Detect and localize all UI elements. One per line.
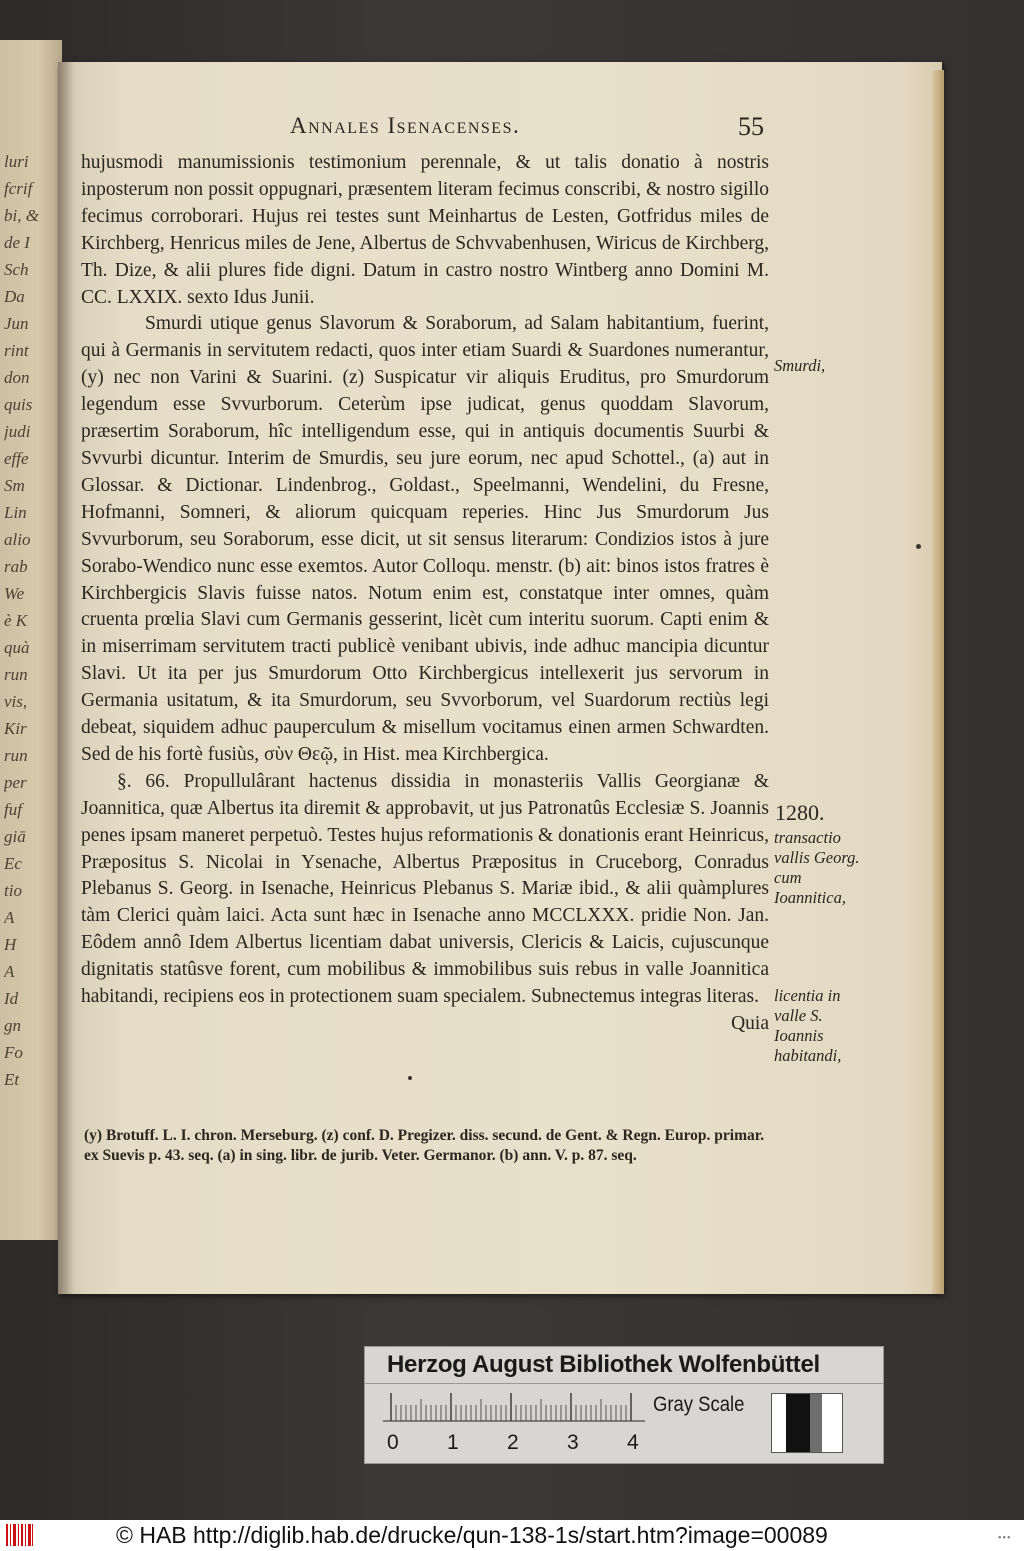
swatch-white bbox=[772, 1394, 786, 1452]
previous-page-fragment: Sm bbox=[4, 476, 25, 495]
previous-page-fragment: Sch bbox=[4, 260, 29, 279]
previous-page-edge bbox=[0, 40, 62, 1240]
previous-page-fragment: effe bbox=[4, 449, 29, 468]
page-edge bbox=[932, 70, 944, 1294]
running-head: Annales Isenacenses. bbox=[290, 113, 521, 138]
previous-page-fragment: de I bbox=[4, 233, 30, 252]
ink-speck bbox=[408, 1076, 412, 1080]
previous-page-fragment: tio bbox=[4, 881, 22, 900]
ruler-label: 3 bbox=[567, 1431, 579, 1454]
swatch-black bbox=[786, 1394, 810, 1452]
previous-page-fragment: A bbox=[4, 908, 15, 927]
swatch-white bbox=[822, 1394, 842, 1452]
margin-note-smurdi: Smurdi, bbox=[774, 356, 826, 375]
page-body bbox=[81, 150, 769, 1038]
previous-page-fragment: vis, bbox=[4, 692, 28, 711]
margin-note-licentia: licentia in valle S. Ioannis habitandi, bbox=[774, 986, 842, 1065]
ruler-label: 2 bbox=[507, 1431, 519, 1454]
previous-page-fragment: per bbox=[4, 773, 27, 792]
catchword: Quia bbox=[731, 1013, 769, 1034]
previous-page-fragment: bi, & bbox=[4, 206, 39, 225]
gray-scale-swatches bbox=[771, 1393, 843, 1453]
margin-note-transactio: transactio vallis Georg. cum Ioannitica, bbox=[774, 828, 860, 907]
previous-page-fragment: A bbox=[4, 962, 15, 981]
more-icon[interactable]: ••• bbox=[998, 1533, 1012, 1544]
previous-page-fragment: Fo bbox=[4, 1043, 23, 1062]
previous-page-fragment: fuf bbox=[4, 800, 22, 819]
previous-page-fragment: Lin bbox=[4, 503, 27, 522]
library-name: Herzog August Bibliothek Wolfenbüttel bbox=[387, 1351, 820, 1378]
previous-page-fragment: quà bbox=[4, 638, 30, 657]
previous-page-fragment: gn bbox=[4, 1016, 21, 1035]
library-scale-card bbox=[364, 1346, 884, 1464]
previous-page-fragment: è K bbox=[4, 611, 28, 630]
previous-page-fragment: alio bbox=[4, 530, 31, 549]
previous-page-fragment: run bbox=[4, 746, 28, 765]
ruler-scale bbox=[383, 1391, 645, 1435]
card-divider bbox=[365, 1383, 883, 1384]
ruler-label: 1 bbox=[447, 1431, 459, 1454]
previous-page-fragment: luri bbox=[4, 152, 29, 171]
previous-page-fragment: Ec bbox=[4, 854, 22, 873]
page-gutter-shadow bbox=[58, 62, 74, 1294]
previous-page-fragment: run bbox=[4, 665, 28, 684]
previous-page-fragment: giā bbox=[4, 827, 26, 846]
paragraph-charter-end: hujusmodi manumissionis testimonium perennale, & ut talis donatio à nostris inposterum non possit oppugnari, præsentem literam fecimus conscribi, & nostro sigillo fecimus corroborari. Hujus rei testes sunt Meinhartus de Lesten, Gotfridus miles de Kirchberg, Henricus miles de Jene, Albertus de Schvvabenhusen, Wiricus de Kirchberg, Th. Dize, & alii plures fide digni. Datum in castro nostro Wintberg anno Domini M. CC. LXXIX. sexto Idus Junii. bbox=[81, 152, 769, 308]
page-number: 55 bbox=[738, 112, 764, 141]
swatch-gray bbox=[810, 1394, 822, 1452]
ruler-label: 4 bbox=[627, 1431, 639, 1454]
ruler-label: 0 bbox=[387, 1431, 399, 1454]
previous-page-fragment: Id bbox=[4, 989, 19, 1008]
hab-logo-icon bbox=[6, 1524, 34, 1546]
previous-page-fragment: Kir bbox=[4, 719, 27, 738]
previous-page-fragment: judi bbox=[4, 422, 31, 441]
footnotes: (y) Brotuff. L. I. chron. Merseburg. (z) conf. D. Pregizer. diss. secund. de Gent. & Regn. Europ. primar. ex Suevis p. 43. seq. (a) in sing. libr. de jurib. Veter. Germanor. (b) ann. V. p. 87. seq. bbox=[84, 1127, 765, 1164]
previous-page-fragment: We bbox=[4, 584, 25, 603]
paragraph-section-66: §. 66. Propullulârant hactenus dissidia in monasteriis Vallis Georgianæ & Joannitica, quæ Albertus ita diremit & approbavit, ut jus Patronatûs Ecclesiæ S. Joannis penes ipsam maneret perpetuò. Testes hujus reformationis & donationis erant Heinricus, Præpositus S. Nicolai in Ysenache, Albertus Præpositus in Cruceborg, Conradus Plebanus S. Georg. in Isenache, Heinricus Plebanus S. Mariæ ibid., & alii quàmplures tàm Clerici quàm laici. Acta sunt hæc in Isenache anno MCCLXXX. pridie Non. Jan. Eôdem annô Idem Albertus licentiam dabat universis, Clericis & Laicis, cujuscunque dignitatis statûsve forent, cum mobilibus & immobilibus suis rebus in valle Joannitica habitandi, recipiens eos in protectionem suam specialem. Subnectemus integras literas. bbox=[81, 770, 769, 1008]
previous-page-fragment: don bbox=[4, 368, 30, 387]
previous-page-fragment: rab bbox=[4, 557, 28, 576]
margin-year: 1280. bbox=[775, 800, 825, 825]
previous-page-fragment: quis bbox=[4, 395, 33, 414]
previous-page-fragment: Da bbox=[4, 287, 25, 306]
paragraph-smurdi: Smurdi utique genus Slavorum & Soraborum, ad Salam habitantium, fuerint, qui à Germanis in servitutem redacti, quos inter etiam Suardi & Suardones numerantur, (y) nec non Varini & Suarini. (z) Suspicatur vir aliquis Eruditus, pro Smurdorum legendum esse Svvurborum. Ceterùm ipse judicat, genus quoddam Slavorum, præsertim Soraborum, hîc intelligendum esse, qui in antiquis documentis Suurbi & Svvurbi dicuntur. Interim de Smurdis, seu jure eorum, nec apud Schottel., (a) aut in Glossar. & Dictionar. Lindenbrog., Goldast., Speelmanni, Wendelini, du Fresne, Hofmanni, Somneri, & aliorum quicquam reperies. Hinc Jus Smurdorum Jus Svvurborum, seu Soraborum, esse dicit, ut sit sensus literarum: Condizios istos à jure Sorabo-Wendico nunc esse exemtos. Autor Colloqu. menstr. (b) ait: binos istos fratres è Kirchbergicis Slavis fuisse natos. Notum enim est, constatque inter omnes, quàm cruenta prœlia Slavi cum Germanis gesserint, licèt cum interitu suorum. Capti enim & in miserrimam servitutem tracti publicè venibant ubivis, inde adhuc mancipia dicuntur Slavi. Ut ita per jus Smurdorum Otto Kirchbergicus intellexerit jus servorum in Germania usitatum, & ita Smurdorum, seu Svvorborum, vel Suardorum rectiùs legi debeat, siquidem adhuc pauperculum & misellum vocitamus einen armen Schwardten. Sed de his fortè fusiùs, σὺν Θεῷ, in Hist. mea Kirchbergica. bbox=[81, 313, 769, 765]
previous-page-fragment: Jun bbox=[4, 314, 29, 333]
status-bar bbox=[0, 1520, 1024, 1551]
previous-page-fragment: rint bbox=[4, 341, 29, 360]
previous-page-fragment: H bbox=[4, 935, 17, 954]
ink-speck bbox=[916, 544, 921, 549]
copyright-url[interactable]: © HAB http://diglib.hab.de/drucke/qun-138-1s/start.htm?image=00089 bbox=[116, 1522, 828, 1548]
previous-page-fragment: fcrif bbox=[4, 179, 33, 198]
gray-scale-label: Gray Scale bbox=[653, 1393, 745, 1416]
previous-page-fragment: Et bbox=[4, 1070, 20, 1089]
